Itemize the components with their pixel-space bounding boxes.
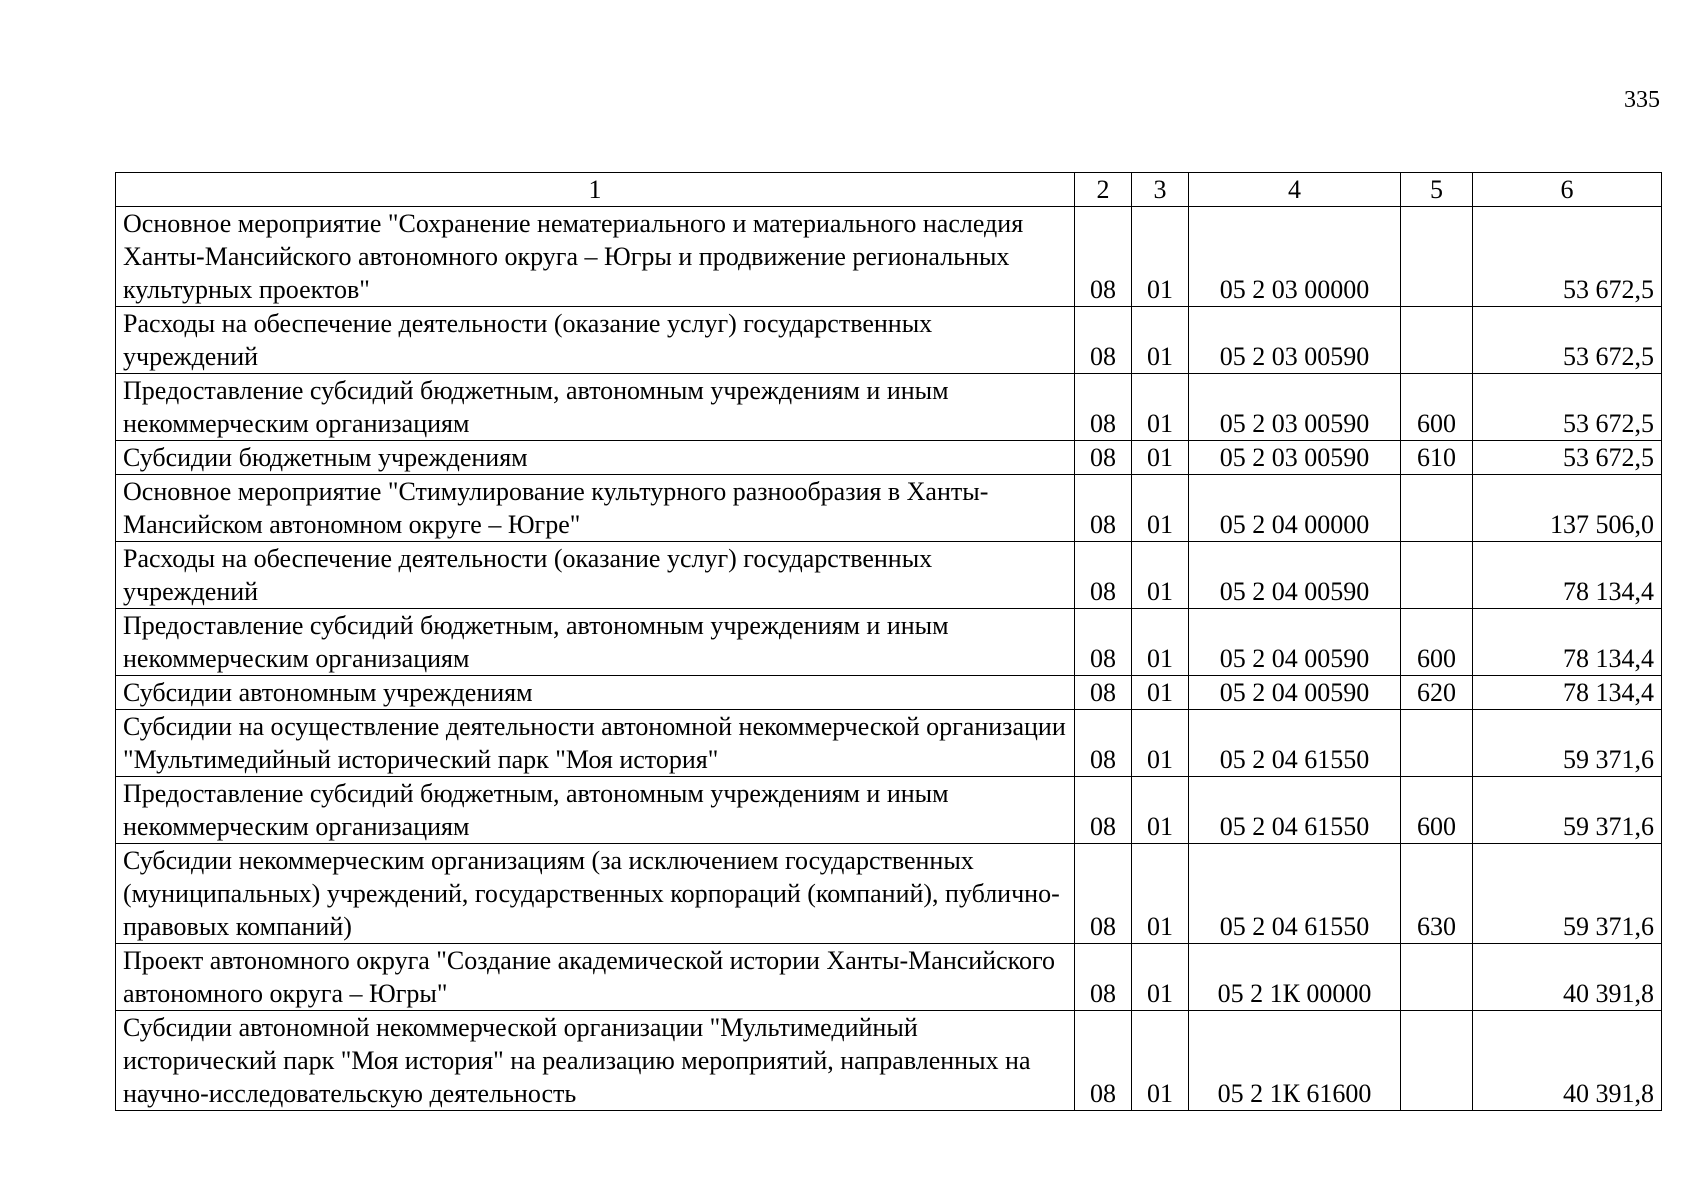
row-expense-type: 600 xyxy=(1401,609,1473,676)
row-subsection: 01 xyxy=(1132,1011,1189,1111)
header-row xyxy=(116,173,1662,207)
row-target-code: 05 2 1К 61600 xyxy=(1189,1011,1401,1111)
row-name: Проект автономного округа "Создание академической истории Ханты-Мансийского автономного округа – Югры" xyxy=(116,944,1075,1011)
row-amount: 40 391,8 xyxy=(1473,944,1662,1011)
row-chapter: 08 xyxy=(1075,441,1132,475)
row-expense-type xyxy=(1401,1011,1473,1111)
row-amount: 78 134,4 xyxy=(1473,676,1662,710)
row-subsection: 01 xyxy=(1132,676,1189,710)
row-expense-type: 610 xyxy=(1401,441,1473,475)
row-subsection: 01 xyxy=(1132,710,1189,777)
header-col-3: 3 xyxy=(1132,173,1189,207)
row-target-code: 05 2 04 00000 xyxy=(1189,475,1401,542)
row-name: Предоставление субсидий бюджетным, автономным учреждениям и иным некоммерческим организациям xyxy=(116,609,1075,676)
row-name: Предоставление субсидий бюджетным, автономным учреждениям и иным некоммерческим организациям xyxy=(116,777,1075,844)
row-expense-type: 630 xyxy=(1401,844,1473,944)
row-name: Расходы на обеспечение деятельности (оказание услуг) государственных учреждений xyxy=(116,542,1075,609)
row-target-code: 05 2 1К 00000 xyxy=(1189,944,1401,1011)
row-chapter: 08 xyxy=(1075,710,1132,777)
row-target-code: 05 2 04 61550 xyxy=(1189,844,1401,944)
table-row xyxy=(116,1011,1662,1111)
row-chapter: 08 xyxy=(1075,1011,1132,1111)
row-subsection: 01 xyxy=(1132,542,1189,609)
row-amount: 78 134,4 xyxy=(1473,609,1662,676)
row-name: Расходы на обеспечение деятельности (оказание услуг) государственных учреждений xyxy=(116,307,1075,374)
row-chapter: 08 xyxy=(1075,542,1132,609)
row-subsection: 01 xyxy=(1132,475,1189,542)
row-target-code: 05 2 03 00000 xyxy=(1189,207,1401,307)
row-target-code: 05 2 04 61550 xyxy=(1189,777,1401,844)
table-row xyxy=(116,207,1662,307)
row-chapter: 08 xyxy=(1075,475,1132,542)
table-row xyxy=(116,710,1662,777)
row-subsection: 01 xyxy=(1132,374,1189,441)
table-row xyxy=(116,374,1662,441)
row-subsection: 01 xyxy=(1132,844,1189,944)
row-subsection: 01 xyxy=(1132,307,1189,374)
budget-table xyxy=(115,172,1662,1111)
row-subsection: 01 xyxy=(1132,207,1189,307)
row-amount: 59 371,6 xyxy=(1473,777,1662,844)
row-target-code: 05 2 04 00590 xyxy=(1189,542,1401,609)
row-target-code: 05 2 03 00590 xyxy=(1189,374,1401,441)
table-row xyxy=(116,441,1662,475)
row-name: Субсидии бюджетным учреждениям xyxy=(116,441,1075,475)
row-amount: 40 391,8 xyxy=(1473,1011,1662,1111)
header-col-4: 4 xyxy=(1189,173,1401,207)
table-row xyxy=(116,542,1662,609)
row-expense-type xyxy=(1401,307,1473,374)
page-number: 335 xyxy=(1624,87,1660,113)
table-row xyxy=(116,676,1662,710)
header-col-1: 1 xyxy=(116,173,1075,207)
row-amount: 59 371,6 xyxy=(1473,844,1662,944)
row-target-code: 05 2 04 61550 xyxy=(1189,710,1401,777)
row-expense-type xyxy=(1401,207,1473,307)
row-target-code: 05 2 04 00590 xyxy=(1189,676,1401,710)
row-name: Основное мероприятие "Стимулирование культурного разнообразия в Ханты-Мансийском автономном округе – Югре" xyxy=(116,475,1075,542)
row-chapter: 08 xyxy=(1075,374,1132,441)
row-amount: 53 672,5 xyxy=(1473,374,1662,441)
row-expense-type xyxy=(1401,710,1473,777)
row-name: Предоставление субсидий бюджетным, автономным учреждениям и иным некоммерческим организациям xyxy=(116,374,1075,441)
table-row xyxy=(116,844,1662,944)
row-amount: 53 672,5 xyxy=(1473,441,1662,475)
row-target-code: 05 2 03 00590 xyxy=(1189,441,1401,475)
row-name: Субсидии на осуществление деятельности автономной некоммерческой организации "Мультимедийный исторический парк "Моя история" xyxy=(116,710,1075,777)
row-target-code: 05 2 04 00590 xyxy=(1189,609,1401,676)
row-amount: 53 672,5 xyxy=(1473,307,1662,374)
row-chapter: 08 xyxy=(1075,777,1132,844)
header-col-6: 6 xyxy=(1473,173,1662,207)
row-subsection: 01 xyxy=(1132,944,1189,1011)
row-chapter: 08 xyxy=(1075,609,1132,676)
row-subsection: 01 xyxy=(1132,441,1189,475)
row-amount: 59 371,6 xyxy=(1473,710,1662,777)
row-expense-type: 600 xyxy=(1401,777,1473,844)
row-amount: 78 134,4 xyxy=(1473,542,1662,609)
table-row xyxy=(116,307,1662,374)
row-target-code: 05 2 03 00590 xyxy=(1189,307,1401,374)
table-row xyxy=(116,777,1662,844)
row-chapter: 08 xyxy=(1075,207,1132,307)
table-row xyxy=(116,944,1662,1011)
row-name: Субсидии некоммерческим организациям (за исключением государственных (муниципальных) учреждений, государственных корпораций (компаний), публично-правовых компаний) xyxy=(116,844,1075,944)
table-row xyxy=(116,475,1662,542)
row-subsection: 01 xyxy=(1132,609,1189,676)
row-amount: 137 506,0 xyxy=(1473,475,1662,542)
row-expense-type xyxy=(1401,475,1473,542)
row-expense-type xyxy=(1401,944,1473,1011)
row-chapter: 08 xyxy=(1075,676,1132,710)
row-chapter: 08 xyxy=(1075,844,1132,944)
row-name: Субсидии автономной некоммерческой организации "Мультимедийный исторический парк "Моя история" на реализацию мероприятий, направленных на научно-исследовательскую деятельность xyxy=(116,1011,1075,1111)
row-chapter: 08 xyxy=(1075,944,1132,1011)
row-subsection: 01 xyxy=(1132,777,1189,844)
row-chapter: 08 xyxy=(1075,307,1132,374)
row-expense-type: 600 xyxy=(1401,374,1473,441)
header-col-2: 2 xyxy=(1075,173,1132,207)
table-row xyxy=(116,609,1662,676)
row-name: Субсидии автономным учреждениям xyxy=(116,676,1075,710)
row-name: Основное мероприятие "Сохранение нематериального и материального наследия Ханты-Мансийского автономного округа – Югры и продвижение региональных культурных проектов" xyxy=(116,207,1075,307)
row-expense-type xyxy=(1401,542,1473,609)
row-amount: 53 672,5 xyxy=(1473,207,1662,307)
row-expense-type: 620 xyxy=(1401,676,1473,710)
header-col-5: 5 xyxy=(1401,173,1473,207)
